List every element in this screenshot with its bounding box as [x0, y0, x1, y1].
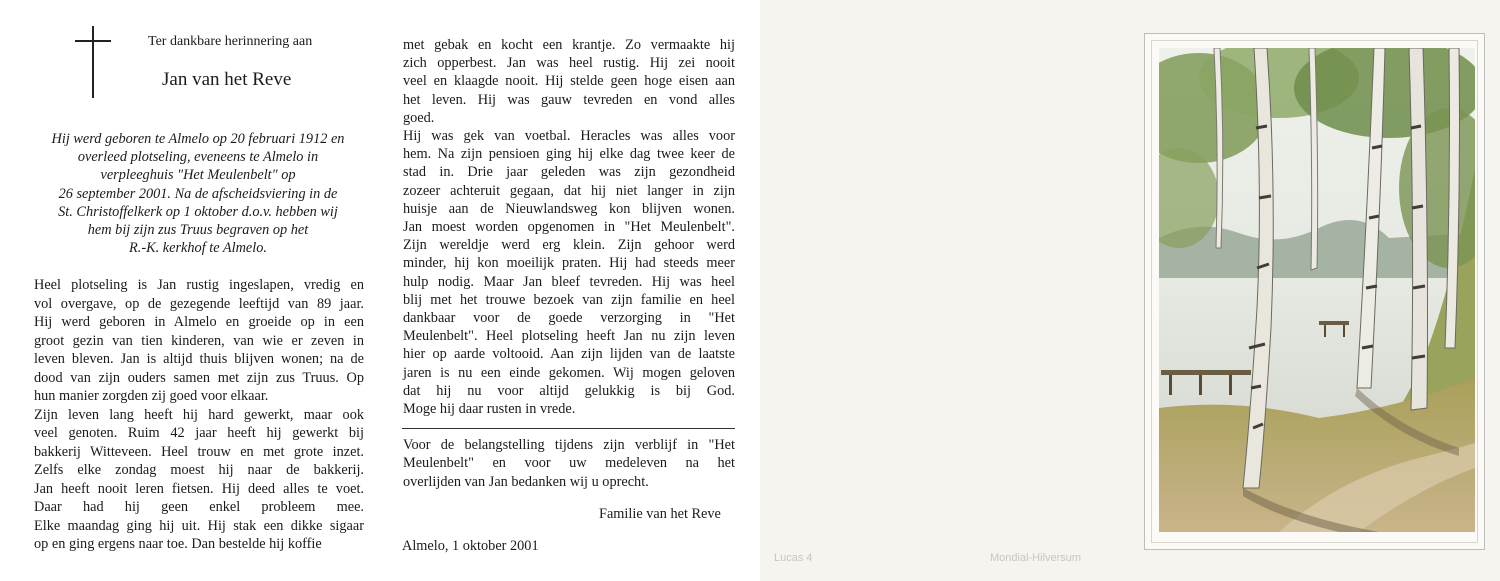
deceased-name: Jan van het Reve	[162, 69, 292, 90]
thanks-line: Voor de belangstelling tijdens zijn verblijf in "Het	[403, 437, 735, 453]
text-line: jaren is nu een einde gekomen. Wij mogen geloven	[403, 364, 735, 381]
text-line: Zijn wereldje werd erg klein. Zijn gehoor werd	[403, 237, 735, 254]
text-line: hun manier zorgden zij goed voor elkaar.	[34, 388, 269, 404]
text-line: op en ging ergens naar toe. Dan bestelde hij koffie	[34, 536, 322, 552]
text-line: groot gezin van tien kinderen, van wie er zeven in	[34, 332, 364, 349]
divider	[402, 428, 735, 429]
life-story-part-1	[34, 276, 364, 554]
text-line: blij met het trouwe bezoek van zijn familie en heel	[403, 291, 735, 308]
biography-block	[28, 130, 368, 257]
text-line: vol overgave, op de gezegende leeftijd van 89 jaar.	[34, 295, 364, 312]
text-line: hem. Na zijn pensioen ging hij elke dag twee keer de	[403, 146, 735, 163]
text-line: minder, hij kon moeilijk praten. Hij had steeds meer	[403, 255, 735, 272]
text-line: het leven. Hij was gauw tevreden en vond alles	[403, 91, 735, 108]
text-line: veel genoten. Ruim 42 jaar heeft hij gewerkt bij	[34, 425, 364, 441]
birch-trees-photo	[1159, 48, 1475, 532]
text-line: dat hij nu voor altijd gelukkig is bij God.	[403, 382, 735, 399]
right-page	[760, 0, 1500, 581]
cross-icon-bar	[75, 40, 111, 42]
text-line: Moge hij daar rusten in vrede.	[403, 401, 576, 418]
text-line: goed.	[403, 109, 435, 126]
footer-left: Lucas 4	[774, 552, 813, 564]
text-line: stad in. Drie jaar geleden was zijn gezondheid	[403, 164, 735, 181]
text-line: Hij was gek van voetbal. Heracles was alles voor	[403, 128, 735, 145]
text-line: huisje aan de Nieuwlandsweg kon blijven wonen.	[403, 200, 735, 217]
bio-line: overleed plotseling, eveneens te Almelo in	[77, 149, 319, 166]
text-line: dankbaar voor de goede verzorging in "Het	[403, 310, 735, 327]
text-line: hulp nodig. Maar Jan bleef tevreden. Hij was heel	[403, 273, 735, 290]
bio-line: hem bij zijn zus Truus begraven op het	[87, 222, 309, 239]
text-line: Jan moest worden opgenomen in "Het Meulenbelt".	[403, 219, 735, 236]
text-line: Heel plotseling is Jan rustig ingeslapen, vredig en	[34, 277, 364, 293]
text-line: met gebak en kocht een krantje. Zo vermaakte hij	[403, 37, 735, 53]
life-story-part-2	[403, 36, 735, 418]
bio-line: 26 september 2001. Na de afscheidsviering in de	[58, 185, 338, 202]
text-line: veel en klaagde nooit. Hij stelde geen hoge eisen aan	[403, 73, 735, 90]
text-line: bakkerij Witteveen. Heel trouw en met grote inzet.	[34, 443, 364, 460]
bio-line: R.-K. kerkhof te Almelo.	[129, 240, 267, 257]
cross-icon	[92, 26, 94, 98]
text-line: Meulenbelt". Heel plotseling heeft Jan nu zijn leven	[403, 328, 735, 345]
text-line: Hij werd geboren in Almelo en groeide op in een	[34, 314, 364, 330]
text-line: Elke maandag ging hij uit. Hij stak een dikke sigaar	[34, 517, 364, 534]
text-line: Jan heeft nooit leren fietsen. Hij deed alles te voet.	[34, 480, 364, 497]
text-line: Zelfs elke zondag moest hij naar de bakkerij.	[34, 462, 364, 478]
bio-line: verpleeghuis "Het Meulenbelt" op	[100, 167, 296, 184]
text-line: Zijn leven lang heeft hij hard gewerkt, maar ook	[34, 406, 364, 423]
thanks-line: Meulenbelt" en voor uw medeleven na het	[403, 455, 735, 472]
place-date: Almelo, 1 oktober 2001	[402, 538, 539, 554]
text-line: leven bleven. Jan is altijd thuis blijven wonen; na de	[34, 351, 364, 367]
thanks-line: overlijden van Jan bedanken wij u oprecht.	[403, 473, 649, 490]
intro-text: Ter dankbare herinnering aan	[148, 34, 313, 49]
middle-page	[383, 0, 760, 581]
text-line: Daar had hij geen enkel probleem mee.	[34, 499, 364, 515]
text-line: zich opperbest. Jan was heel rustig. Hij zei nooit	[403, 55, 735, 72]
bio-line: Hij werd geboren te Almelo op 20 februari 1912 en	[51, 131, 345, 147]
thanks-block	[403, 436, 735, 491]
text-line: dood van zijn ouders samen met zijn zus Truus. Op	[34, 369, 364, 386]
text-line: zozeer achteruit gegaan, dat hij niet langer in zijn	[403, 182, 735, 199]
signature: Familie van het Reve	[599, 506, 721, 522]
left-page	[0, 0, 383, 581]
bio-line: St. Christoffelkerk op 1 oktober d.o.v. hebben wij	[58, 203, 338, 220]
footer-right: Mondial-Hilversum	[990, 552, 1082, 564]
text-line: hier op aarde voltooid. Aan zijn lijden van de laatste	[403, 346, 735, 363]
